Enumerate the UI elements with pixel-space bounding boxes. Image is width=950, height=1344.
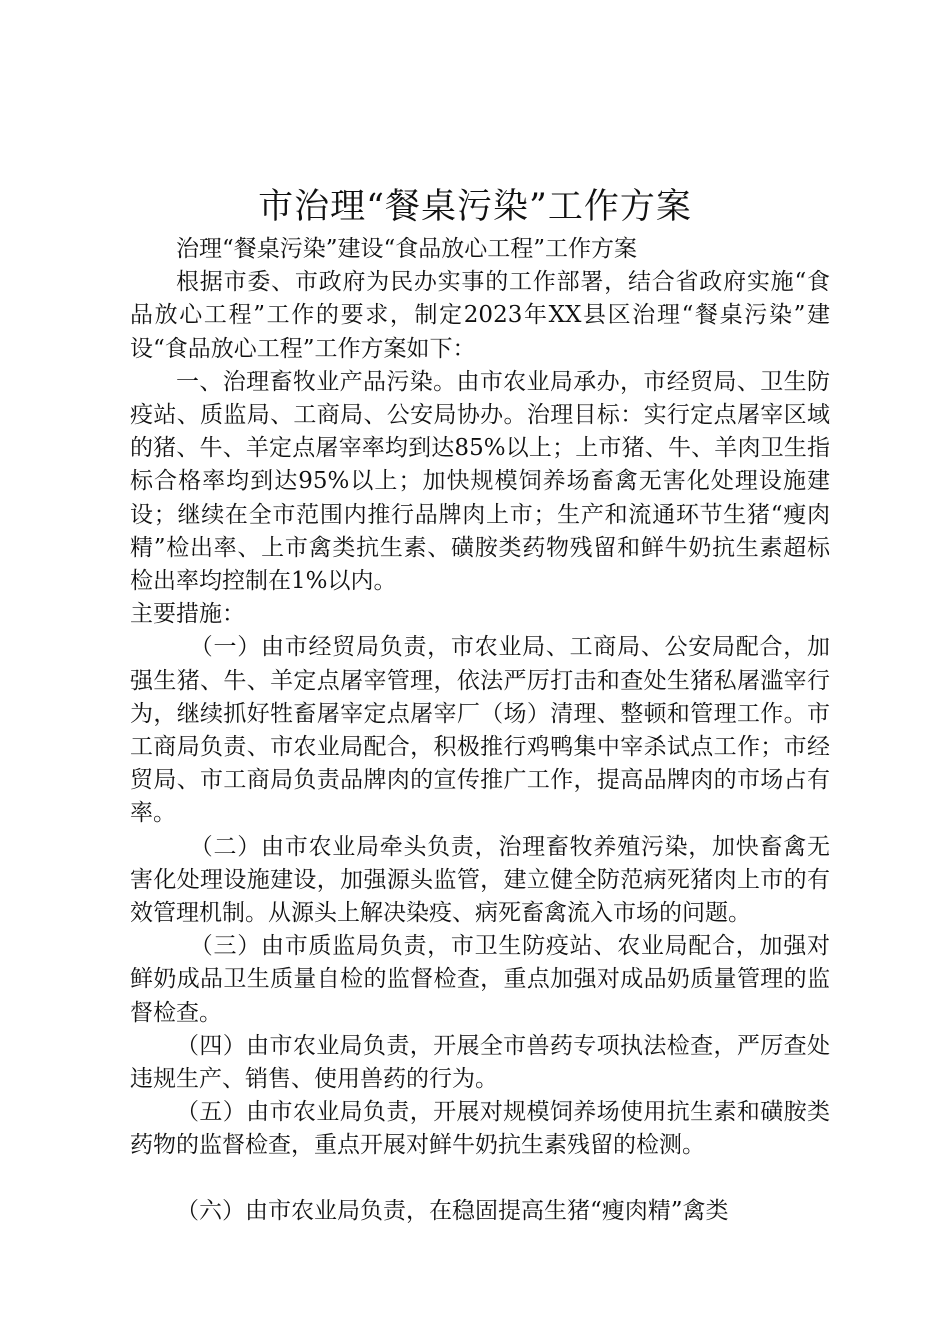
measure-2-paragraph: （二）由市农业局牵头负责，治理畜牧养殖污染，加快畜禽无害化处理设施建设，加强源头监管，建立健全防范病死猪肉上市的有效管理机制。从源头上解决染疫、病死畜禽流入市场的问题。 [130, 833, 830, 927]
intro-paragraph: 根据市委、市政府为民办实事的工作部署，结合省政府实施“食品放心工程”工作的要求，制定2023年XX县区治理“餐桌污染”建设“食品放心工程”工作方案如下： [130, 269, 830, 362]
measure-1-paragraph: （一）由市经贸局负责，市农业局、工商局、公安局配合，加强生猪、牛、羊定点屠宰管理，依法严厉打击和查处生猪私屠滥宰行为，继续抓好牲畜屠宰定点屠宰厂（场）清理、整顿和管理工作。市工商局负责、市农业局配合，积极推行鸡鸭集中宰杀试点工作；市经贸局、市工商局负责品牌肉的宣传推广工作，提高品牌肉的市场占有率。 [130, 634, 830, 827]
document-title: 市治理“餐桌污染”工作方案 [258, 187, 692, 227]
measure-4-paragraph: （四）由市农业局负责，开展全市兽药专项执法检查，严厉查处违规生产、销售、使用兽药的行为。 [130, 1032, 830, 1093]
section-one-paragraph: 一、治理畜牧业产品污染。由市农业局承办，市经贸局、卫生防疫站、质监局、工商局、公安局协办。治理目标：实行定点屠宰区域的猪、牛、羊定点屠宰率均到达85%以上；上市猪、牛、羊肉卫生指标合格率均到达95%以上；加快规模饲养场畜禽无害化处理设施建设；继续在全市范围内推行品牌肉上市；生产和流通环节生猪“瘦肉精”检出率、上市禽类抗生素、磺胺类药物残留和鲜牛奶抗生素超标检出率均控制在1%以内。 [130, 368, 830, 595]
subtitle-paragraph: 治理“餐桌污染”建设“食品放心工程”工作方案 [176, 236, 638, 262]
main-measures-heading: 主要措施： [130, 601, 245, 628]
measure-6-paragraph: （六）由市农业局负责，在稳固提高生猪“瘦肉精”禽类 [176, 1197, 729, 1224]
document-body [130, 233, 830, 1228]
measure-3-paragraph: （三）由市质监局负责，市卫生防疫站、农业局配合，加强对鲜奶成品卫生质量自检的监督检查，重点加强对成品奶质量管理的监督检查。 [130, 933, 830, 1026]
measure-5-paragraph: （五）由市农业局负责，开展对规模饲养场使用抗生素和磺胺类药物的监督检查，重点开展对鲜牛奶抗生素残留的检测。 [130, 1099, 830, 1159]
